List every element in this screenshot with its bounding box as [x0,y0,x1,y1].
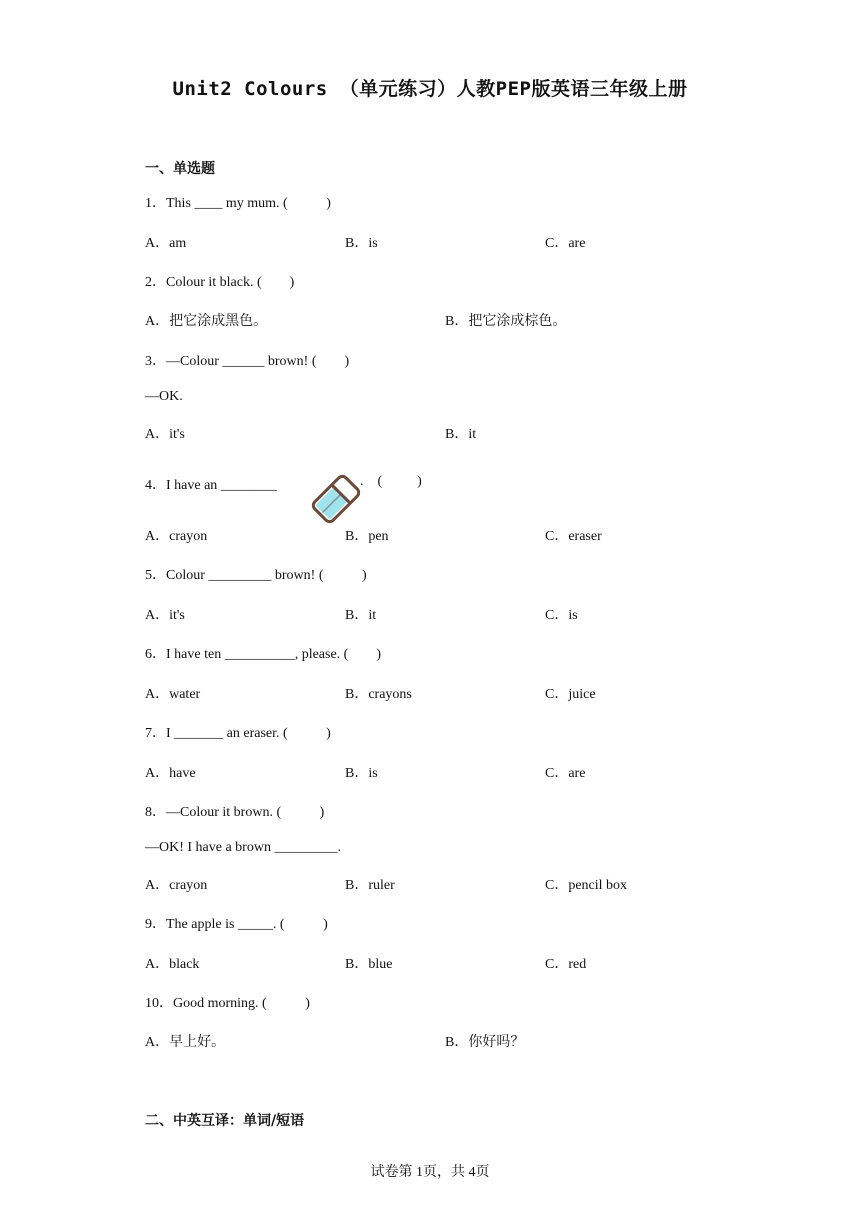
question-6-option-c[interactable]: C．juice [545,687,596,702]
question-6-option-b[interactable]: B．crayons [345,687,412,702]
question-4-option-a[interactable]: A．crayon [145,529,208,544]
question-9-option-a[interactable]: A．black [145,957,200,972]
question-5-option-a[interactable]: A．it's [145,608,185,623]
question-8-response: —OK! I have a brown _________. [145,840,341,855]
question-1-option-a[interactable]: A．am [145,236,187,251]
question-9-stem: 9．The apple is _____. ( ) [145,917,328,932]
question-3-option-a[interactable]: A．it's [145,427,185,442]
question-3-response: —OK. [145,389,183,404]
question-7-option-c[interactable]: C．are [545,766,586,781]
question-4-option-c[interactable]: C．eraser [545,529,602,544]
question-7-option-a[interactable]: A．have [145,766,196,781]
question-7-stem: 7．I _______ an eraser. ( ) [145,726,331,741]
question-3-stem: 3．—Colour ______ brown! ( ) [145,354,350,369]
question-6-stem: 6．I have ten __________, please. ( ) [145,647,381,662]
question-5-stem: 5．Colour _________ brown! ( ) [145,568,367,583]
question-8-option-c[interactable]: C．pencil box [545,878,628,893]
question-7-option-b[interactable]: B．is [345,766,378,781]
question-4-stem-end: . ( ) [360,474,422,489]
page-title: Unit2 Colours （单元练习）人教PEP版英语三年级上册 [172,78,688,100]
question-8-option-a[interactable]: A．crayon [145,878,208,893]
question-10-option-a[interactable]: A．早上好。 [145,1035,226,1050]
question-5-option-b[interactable]: B．it [345,608,377,623]
section-heading-translation: 二、中英互译：单词/短语 [145,1113,305,1129]
page-footer: 试卷第 1页，共 4页 [370,1165,490,1180]
question-2-option-b[interactable]: B．把它涂成棕色。 [445,314,567,329]
question-2-option-a[interactable]: A．把它涂成黑色。 [145,314,268,329]
question-4-option-b[interactable]: B．pen [345,529,389,544]
eraser-icon [294,448,364,518]
question-10-option-b[interactable]: B．你好吗？ [445,1035,525,1050]
section-heading-single-choice: 一、单选题 [145,161,215,177]
question-3-option-b[interactable]: B．it [445,427,477,442]
question-5-option-c[interactable]: C．is [545,608,578,623]
question-9-option-c[interactable]: C．red [545,957,587,972]
question-6-option-a[interactable]: A．water [145,687,201,702]
question-8-stem: 8．—Colour it brown. ( ) [145,805,325,820]
question-1-option-c[interactable]: C．are [545,236,586,251]
question-1-option-b[interactable]: B．is [345,236,378,251]
question-1-stem: 1．This ____ my mum. ( ) [145,196,331,211]
question-2-stem: 2．Colour it black. ( ) [145,275,295,290]
question-10-stem: 10．Good morning. ( ) [145,996,310,1011]
question-4-stem-start: 4．I have an ________ [145,478,277,493]
question-9-option-b[interactable]: B．blue [345,957,393,972]
question-8-option-b[interactable]: B．ruler [345,878,395,893]
